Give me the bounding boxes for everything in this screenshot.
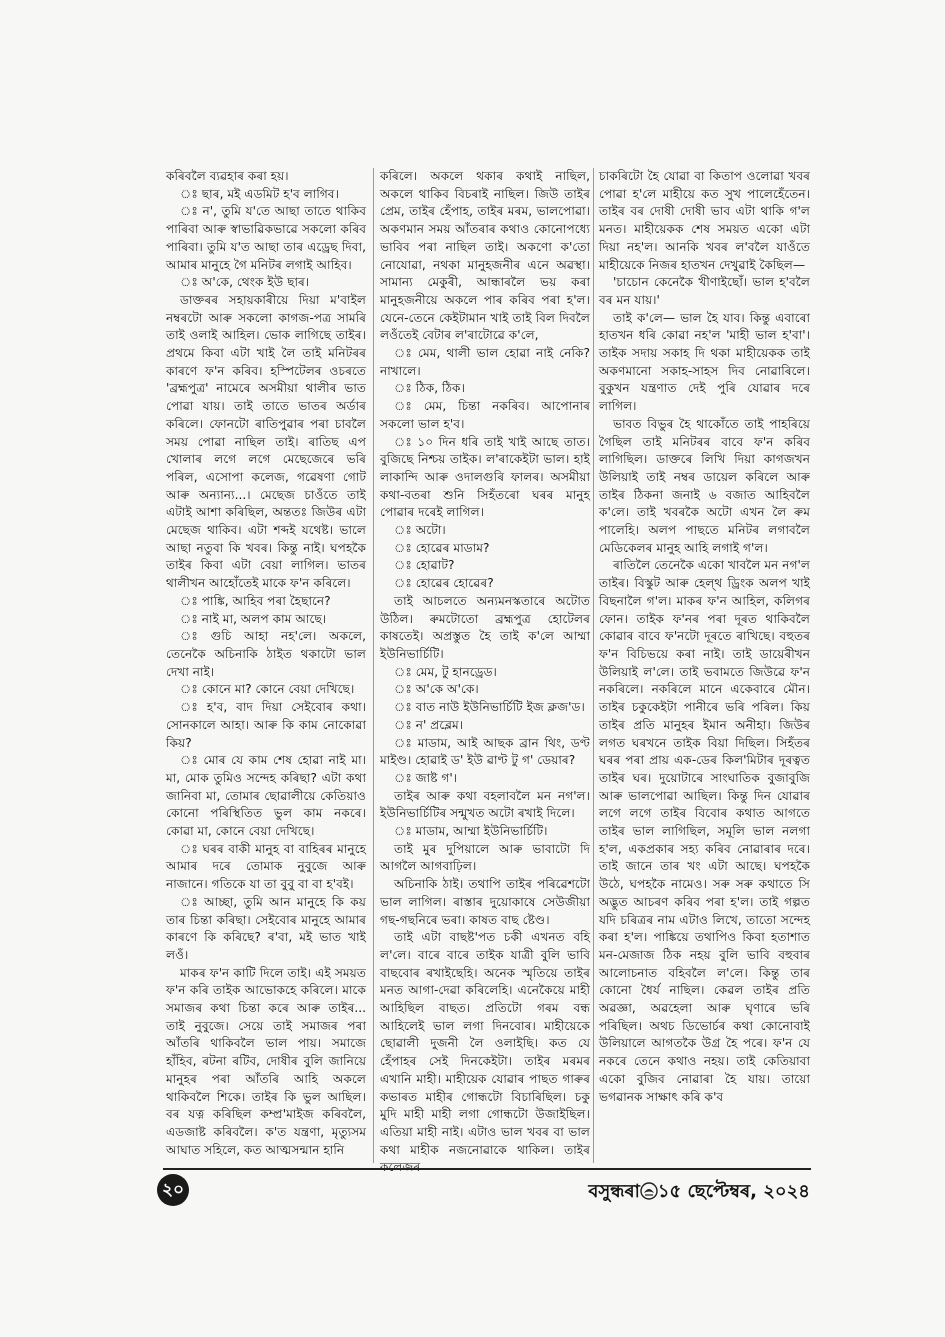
paragraph: ঃ মেম, টু হানড্ৰেড।	[394, 664, 497, 679]
paragraph: ঃ হোৱেৰ হোৱেৰ?	[394, 576, 494, 591]
paragraph: কৰিবলৈ ব্যৱহাৰ কৰা হয়।	[166, 169, 289, 183]
paragraph: ঃ ঘৰৰ বাকী মানুহ বা বাহিৰৰ মানুহে আমাৰ দৰে তোমাক নুবুজে আৰু নাজানে। গতিকে যা তা বুবু বা বা হ'বই।	[166, 841, 366, 892]
paragraph: ঃ অ'কে, থেংক ইউ ছাৰ।	[180, 275, 310, 290]
magazine-name: বসুন্ধৰা	[588, 1181, 640, 1202]
paragraph: ঃ আচ্ছা, তুমি আন মানুহে কি কয় তাৰ চিন্তা কৰিছা। সেইবোৰ মানুহে আমাৰ কাৰণে কি কৰিছে? ৰ'বা, মই ভাত খাই লওঁ।	[166, 894, 366, 962]
paragraph: ঃ অ'কে অ'কে।	[394, 682, 479, 697]
page-number: ২০	[157, 1174, 189, 1206]
issue-date: ১৫ ছেপ্টেম্বৰ, ২০২৪	[657, 1181, 810, 1202]
paragraph: তাই ক'লে— ভাল হৈ যাব। কিন্তু এবাৰো হাতখন ধৰি কোৱা নহ'ল 'মাহী ভাল হ'বা'। তাইক সদায় সকাহ দি থকা মাহীয়েকক তাই অকণমানো সকাহ-সাহস দিব নোৱাৰিলে। বুকুখন যন্ত্ৰণাত দেই পুৰি যোৱাৰ দৰে লাগিল।	[599, 310, 810, 414]
paragraph: ঃ গুচি আহা নহ'লে। অকলে, তেনেকৈ অচিনাকি ঠাইত থকাটো ভাল দেখা নাই।	[166, 629, 366, 679]
paragraph: ঃ ন', তুমি য'তে আছা তাতে থাকিব পাৰিবা আৰু স্বাভাৱিকভাৱে সকলো কৰিব পাৰিবা। তুমি য'ত আছা তাৰ এড্ৰেছ দিবা, আমাৰ মানুহে গৈ মনিটৰ লগাই আহিব।	[166, 204, 366, 272]
column-divider	[373, 168, 374, 1163]
text-column-1	[166, 168, 366, 1163]
paragraph: তাই আচলতে অন্যমনস্কতাৰে অটোত উঠিল। ৰুমটোতো ব্ৰহ্মপুত্ৰ হোটেলৰ কাষতেই। অপ্ৰস্তুত হৈ তাই ক'লে আম্মা ইউনিভাৰ্চিটি।	[380, 593, 590, 661]
paragraph: তাইৰ আৰু কথা বহলাবলৈ মন নগ'ল। ইউনিভাৰ্চিটিৰ সন্মুখত অটো ৰখাই দিলে।	[380, 788, 590, 821]
paragraph: ঃ মোৰ যে কাম শেষ হোৱা নাই মা। মা, মোক তুমিও সন্দেহ কৰিছা? এটা কথা জানিবা মা, তোমাৰ ছোৱালীয়ে কেতিয়াও কোনো পৰিস্থিতিত ভুল কাম নকৰে। কোৱা মা, কোনে বেয়া দেখিছে।	[166, 753, 366, 839]
paragraph: তাই মুৰ দুপিয়ালে আৰু ভাবাটো দি আগলৈ আগবাঢ়িল।	[380, 841, 590, 874]
paragraph: ঃ মেম, চিন্তা নকৰিব। আপোনাৰ সকলো ভাল হ'ব।	[380, 399, 590, 431]
text-column-2	[380, 168, 590, 1163]
paragraph: ঃ ছাৰ, মই এডমিট হ'ব লাগিব।	[180, 186, 339, 201]
paragraph: মাকৰ ফ'ন কাটি দিলে তাই। এই সময়ত ফ'ন কৰি তাইক আভোকহে কৰিলে। মাকে সমাজৰ কথা চিন্তা কৰে আৰু তাইৰ... তাই নুবুজে। সেয়ে তাই সমাজৰ পৰা আঁতৰি থাকিবলৈ ভাল পায়। সমাজে হাঁহিব, ৰটনা ৰটিব, দোষীৰ বুলি জানিয়ে মানুহৰ পৰা আঁতৰি আহি অকলে থাকিবলৈ শিকে। তাইৰ কি ভুল আছিল। বৰ যত্ন কৰিছিল কম্প্ৰ'মাইজ কৰিবলৈ, এডজাষ্ট কৰিবলৈ। ক'ত যন্ত্ৰণা, মৃত্যুসম আঘাত সহিলে, কত আত্মসন্মান হানি	[166, 965, 366, 1157]
paragraph: ৰাতিলৈ তেনেকৈ একো খাবলৈ মন নগ'ল তাইৰ। বিস্কুট আৰু হেল্থ ড্ৰিংক অলপ খাই বিছনালৈ গ'ল। মাকৰ ফ'ন আহিল, কলিগৰ ফোন। তাইক ফ'নৰ পৰা দূৰত থাকিবলৈ কোৱাৰ বাবে ফ'নটো দূৰতে ৰাখিছে। বহুতৰ ফ'ন বিচিভয়ে কৰা নাই। তাই ডায়েৰীখন উলিয়াই ল'লে। তাই ভবামতে জিউৱে ফ'ন নকৰিলে। নকৰিলে মানে একেবাৰে মৌন। তাইৰ চকুকেইটা পানীৰে ভৰি পৰিল। কিয় তাইৰ প্ৰতি মানুহৰ ইমান অনীহা। জিউৰ লগত ঘৰখনে তাইক বিয়া দিছিল। সিহঁতৰ ঘৰৰ পৰা প্ৰায় এক-ডেৰ কিল'মিটাৰ দূৰত্বত তাইৰ ঘৰ। দুয়োটাৰে সাংঘাতিক বুজাবুজি আৰু ভালপোৱা আছিল। কিন্তু দিন যোৱাৰ লগে লগে তাইৰ বিবোৰ কথাত আগতে তাইৰ ভাল লাগিছিল, সমূলি ভাল নলগা হ'ল, একপ্ৰকাৰ সহ্য কৰিব নোৱাৰাৰ দৰে। তাই জানে তাৰ খং এটা আছে। ঘপহকৈ উঠে, ঘপহকৈ নামেও। সৰু সৰু কথাতে সি অদ্ভুত আচৰণ কৰিব পৰা হ'ল। তাই গল্পত যদি চৰিত্ৰৰ নাম এটাও লিখে, তাতো সন্দেহ কৰা হ'ল। পাঙ্কিয়ে তথাপিও কিবা হতাশাত মন-মেজাজ ঠিক নহয় বুলি ভাবি বহুবাৰ আলোচনাত বহিবলৈ ল'লে। কিন্তু তাৰ কোনো ধৈৰ্য নাছিল। কেৱল তাইৰ প্ৰতি অৱজ্ঞা, অৱহেলা আৰু ঘৃণাৰে ভৰি পৰিছিল। অথচ ডিভোৰ্চৰ কথা কোনোবাই উলিয়ালে আগতকৈ উগ্ৰ হৈ পৰে। ফ'ন যে নকৰে তেনে কথাও নহয়। তাই কেতিয়াবা একো বুজিব নোৱাৰা হৈ যায়। তায়ো ভগৱানক সাক্ষাৎ কৰি ক'ব	[599, 558, 810, 1104]
paragraph: ঃ মেম, থালী ভাল হোৱা নাই নেকি? নাখালে।	[380, 346, 590, 378]
paragraph: ঃ নাই মা, অলপ কাম আছে।	[180, 611, 327, 626]
paragraph: ঃ হোৱাট?	[394, 558, 455, 573]
paragraph: অচিনাকি ঠাই। তথাপি তাইৰ পৰিৱেশটো ভাল লাগিল। ৰাস্তাৰ দুয়োকাষে সেউজীয়া গছ-গছনিৰে ভৰা। কাষত বাছ ষ্টেণ্ড।	[380, 877, 590, 927]
paragraph: তাই এটা বাছষ্ট'পত চকী এখনত বহি ল'লে। বাৰে বাৰে তাইক যাত্ৰী বুলি ভাবি বাছবোৰ ৰখাইছেহি। অনেক স্মৃতিয়ে তাইৰ মনত আগা-দেৱা কৰিলেহি। এনেকৈয়ে মাহী আহিছিল বাছত। প্ৰতিটো গৰম বন্ধ আহিলেই ভাল লগা দিনবোৰ। মাহীয়েকে ছোৱালী দুজনী লৈ ওলাইছি। কত যে হেঁপাহৰ সেই দিনকেইটা। তাইৰ মৰমৰ এখানি মাহী। মাহীয়েক যোৱাৰ পাছত গাৰুৰ কভাৰত মাহীৰ গোন্ধটো বিচাৰিছিল। চকু মুদি মাহী মাহী লগা গোন্ধটো উজাইছিল। এতিয়া মাহী নাই। এটাও ভাল খবৰ বা ভাল কথা মাহীক নজনোৱাকে থাকিল। তাইৰ	[380, 930, 590, 1157]
paragraph: ঃ হ'ব, বাদ দিয়া সেইবোৰ কথা। সোনকালে আহা। আৰু কি কাম নোকোৱা কিয়?	[166, 700, 366, 750]
paragraph: ঃ ন' প্ৰব্লেম।	[394, 717, 464, 732]
footer-rule	[163, 1168, 811, 1170]
paragraph: ঃ মাডাম, আই আছক ব্ৰান থিং, ডণ্ট মাইণ্ড। হোৱাই ড' ইউ ৱাণ্ট টু গ' ডেয়াৰ?	[380, 735, 590, 768]
paragraph: ঃ ১০ দিন ধৰি তাই খাই আছে তাত। বুজিছে নিশ্চয় তাইক। ল'ৰাকেইটা ভাল। হাই লাকান্দি আৰু ওদালগুৰি ফালৰ। অসমীয়া কথা-বতৰা শুনি সিহঁতৰো ঘৰৰ মানুহ পোৱাৰ দৰেই লাগিল।	[380, 434, 590, 520]
text-column-3	[599, 168, 810, 1163]
paragraph: ঃ বাত নাউ ইউনিভাৰ্চিটি ইজ ক্লজ'ড।	[394, 700, 585, 715]
paragraph: ঃ পাঙ্কি, আহিব পৰা হৈছানে?	[180, 593, 331, 608]
paragraph: ভাবত বিভুৰ হৈ থাকোঁতে তাই পাহৰিয়ে গৈছিল তাই মনিটৰৰ বাবে ফ'ন কৰিব লাগিছিল। ডাক্তৰে লিখি দিয়া কাগজখন উলিয়াই তাই নম্বৰ ডায়েল কৰিলে আৰু তাইৰ ঠিকনা জনাই ৬ বজাত আহিবলৈ ক'লে। তাই খবৰকৈ অটো এখন লৈ ৰুম পালেহি। অলপ পাছতে মনিটৰ লগাবলৈ মেডিকেলৰ মানুহ আহি লগাই গ'ল।	[599, 416, 810, 555]
paragraph: কৰিলে। অকলে থকাৰ কথাই নাছিল, অকলে থাকিব বিচৰাই নাছিল। জিউ তাইৰ প্ৰেম, তাইৰ হেঁপাহ, তাইৰ মৰম, ভালপোৱা। অকণমান সময় আঁতৰাৰ কথাও কোনোপধ্যে ভাবিব পৰা নাছিল তাই। অকণো ক'তো নোযোৱা, নথকা মানুহজনীৰ এনে অৱস্থা। সামান্য মেকুৰী, আন্ধাৰলৈ ভয় কৰা মানুহজনীয়ে অকলে পাৰ কৰিব পৰা হ'ল। যেনে-তেনে কেইটামান খাই তাই বিল দিবলৈ লওঁতেই বেটাৰ ল'ৰাটোৱে ক'লে,	[380, 169, 590, 343]
magazine-logo-icon	[640, 1182, 658, 1200]
footer-masthead	[588, 1177, 810, 1208]
paragraph: ঃ কোনে মা? কোনে বেয়া দেখিছে।	[180, 682, 355, 697]
paragraph: ঃ ঠিক, ঠিক।	[394, 381, 465, 396]
paragraph: 'চাচোন কেনেকৈ খীণাইছোঁ। ভাল হ'বলৈ বৰ মন যায়।'	[599, 275, 810, 307]
column-divider	[593, 168, 594, 1163]
paragraph: ঃ হোৱেৰ মাডাম?	[394, 540, 490, 555]
paragraph: ঃ মাডাম, আম্মা ইউনিভাৰ্চিটি।	[394, 824, 548, 839]
paragraph: ঃ অটো।	[394, 523, 446, 538]
paragraph: ডাক্তৰৰ সহায়কাৰীয়ে দিয়া ম'বাইল নম্বৰটো আৰু সকলো কাগজ-পত্ৰ সামৰি তাই ওলাই আহিল। ভোক লাগিছে তাইৰ। প্ৰথমে কিবা এটা খাই লৈ তাই মনিটৰৰ কাৰণে ফ'ন কৰিব। হস্পিটেলৰ ওচৰতে 'ব্ৰহ্মপুত্ৰ' নামেৰে অসমীয়া থালীৰ ভাত পোৱা যায়। তাই তাতে ভাতৰ অৰ্ডাৰ কৰিলে। ফোনটো ৰাতিপুৱাৰ পৰা চাবলৈ সময় পোৱা নাছিল তাই। ৰাতিছ এপ খোলাৰ লগে লগে মেছেজেৰে ভৰি পৰিল, এসোপা কলেজ, গৱেষণা গোট আৰু অন্যান্য...। মেছেজ চাওঁতে তাই এটাই আশা কৰিছিল, অন্ততঃ জিউৰ এটা মেছেজ থাকিব। এটা শব্দই যথেষ্ট। ভালে আছা নতুবা কি খবৰ। কিন্তু নাই। ঘপহকৈ তাইৰ কিবা এটা বেয়া লাগিল। ভাতৰ থালীখন আহোঁতেই মাকে ফ'ন কৰিলে।	[166, 292, 366, 591]
paragraph: চাকৰিটো হৈ যোৱা বা কিতাপ ওলোৱা খবৰ পোৱা হ'লে মাহীয়ে কত সুখ পালেহেঁতেন। তাইৰ বৰ দোষী দোষী ভাব এটা থাকি গ'ল মনত। মাহীয়েকক শেষ সময়ত একো এটা দিয়া নহ'ল। আনকি খবৰ ল'বলৈ যাওঁতে মাহীয়েকে নিজৰ হাতখন দেখুৱাই কৈছিল—	[599, 169, 810, 272]
paragraph: ঃ জাষ্ট গ'।	[394, 770, 458, 785]
